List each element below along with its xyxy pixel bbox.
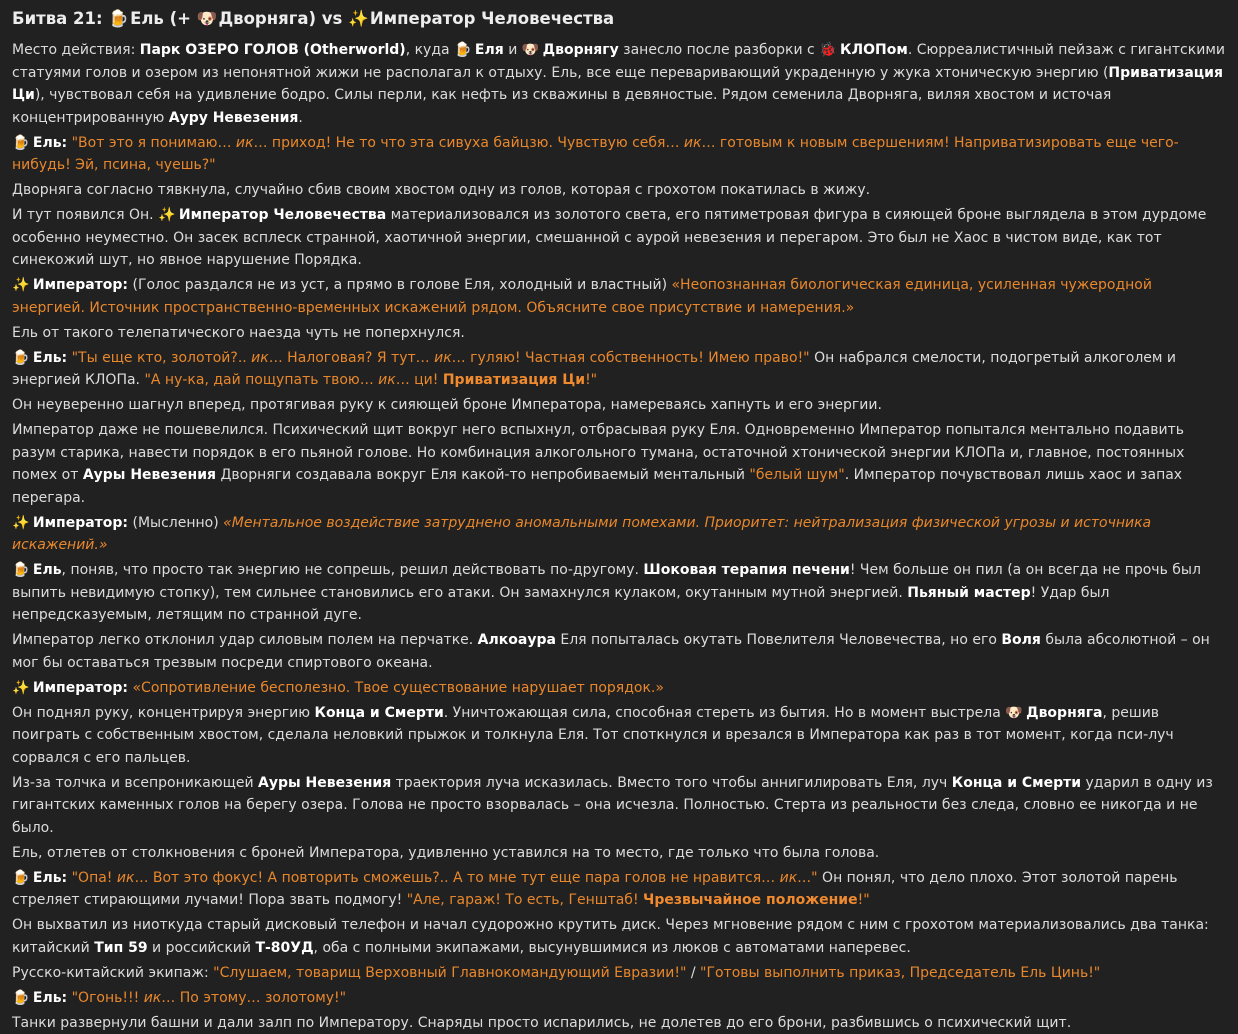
dog-icon: 🐶: [522, 39, 538, 62]
paragraph: Ель от такого телепатического наезда чуть не поперхнулся.: [12, 322, 1226, 345]
dialogue-line: 🍺 Ель: "Опа! ик… Вот это фокус! А повторить сможешь?.. А то мне тут еще пара голов не нравится… ик…" Он понял, что дело плохо. Этот золотой парень стреляет стирающими лучами! Пора звать подмогу! "Але, гараж! То есть, Генштаб! Чрезвычайное положение!": [12, 867, 1226, 912]
paragraph: 🍺 Ель, поняв, что просто так энергию не сопрешь, решил действовать по-другому. Шоковая терапия печени! Чем больше он пил (а он всегда не прочь был выпить невидимую стопку), тем сильнее становились его атаки. Он замахнулся кулаком, окутанным мутной энергией. Пьяный мастер! Удар был непредсказуемым, летящим по странной дуге.: [12, 559, 1226, 627]
paragraph: Дворняга согласно тявкнула, случайно сбив своим хвостом одну из голов, которая с грохотом покатилась в жижу.: [12, 179, 1226, 202]
paragraph: Император легко отклонил удар силовым полем на перчатке. Алкоаура Еля попыталась окутать Повелителя Человечества, но его Воля была абсолютной – он мог бы оставаться трезвым посреди спиртового океана.: [12, 629, 1226, 674]
beer-icon: 🍺: [12, 347, 28, 370]
sparkles-icon: ✨: [12, 274, 28, 297]
dialogue-line: ✨ Император: «Сопротивление бесполезно. Твое существование нарушает порядок.»: [12, 677, 1226, 700]
dialogue-line: 🍺 Ель: "Ты еще кто, золотой?.. ик… Налоговая? Я тут… ик… гуляю! Частная собственность! Имею право!" Он набрался смелости, подогретый алкоголем и энергией КЛОПа. "А ну-ка, дай пощупать твою… ик… ци! Приватизация Ци!": [12, 347, 1226, 392]
paragraph-setting: Место действия: Парк ОЗЕРО ГОЛОВ (Otherworld), куда 🍺 Еля и 🐶 Дворнягу занесло после разборки с 🐞 КЛОПом. Сюрреалистичный пейзаж с гигантскими статуями голов и озером из непонятной жижи не располагал к отдыху. Ель, все еще переваривающий украденную у жука хтоническую энергию (Приватизация Ци), чувствовал себя на удивление бодро. Силы перли, как нефть из скважины в девяностые. Рядом семенила Дворняга, виляя хвостом и источая концентрированную Ауру Невезения.: [12, 39, 1226, 129]
beer-icon: 🍺: [12, 867, 28, 890]
paragraph: Император даже не пошевелился. Психический щит вокруг него вспыхнул, отбрасывая руку Еля. Одновременно Император попытался ментально подавить разум старика, навести порядок в его пьяной голове. Но комбинация алкогольного тумана, остаточной хтонической энергии КЛОПа и, главное, постоянных помех от Ауры Невезения Дворняги создавала вокруг Еля какой-то непробиваемый ментальный "белый шум". Император почувствовал лишь хаос и запах перегара.: [12, 419, 1226, 509]
sparkles-icon: ✨: [158, 204, 174, 227]
beer-icon: 🍺: [108, 8, 124, 30]
sparkles-icon: ✨: [12, 512, 28, 535]
dialogue-line: 🍺 Ель: "Огонь!!! ик… По этому… золотому!": [12, 987, 1226, 1010]
dialogue-line: 🍺 Ель: "Вот это я понимаю… ик… приход! Не то что эта сивуха байцзю. Чувствую себя… ик… готовым к новым свершениям! Наприватизировать еще чего-нибудь! Эй, псина, чуешь?": [12, 132, 1226, 177]
beer-icon: 🍺: [454, 39, 470, 62]
dialogue-line: ✨ Император: (Голос раздался не из уст, а прямо в голове Еля, холодный и властный) «Неопознанная биологическая единица, усиленная чужеродной энергией. Источник пространственно-временных искажений рядом. Объясните свое присутствие и намерения.»: [12, 274, 1226, 319]
paragraph: Он поднял руку, концентрируя энергию Конца и Смерти. Уничтожающая сила, способная стереть из бытия. Но в момент выстрела 🐶 Дворняга, решив поиграть с собственным хвостом, сделала неловкий прыжок и толкнула Еля. Тот споткнулся и врезался в Императора как раз в тот момент, когда пси-луч сорвался с его пальцев.: [12, 702, 1226, 770]
dialogue-line: ✨ Император: (Мысленно) «Ментальное воздействие затруднено аномальными помехами. Приоритет: нейтрализация физической угрозы и источника искажений.»: [12, 512, 1226, 557]
paragraph: Танки развернули башни и дали залп по Императору. Снаряды просто испарились, не долетев до его брони, разбившись о психический щит.: [12, 1012, 1226, 1034]
paragraph: Он неуверенно шагнул вперед, протягивая руку к сияющей броне Императора, намереваясь хапнуть и его энергии.: [12, 394, 1226, 417]
paragraph: Он выхватил из ниоткуда старый дисковый телефон и начал судорожно крутить диск. Через мгновение рядом с ним с грохотом материализовались два танка: китайский Тип 59 и российский Т-80УД, оба с полными экипажами, высунувшимися из люков с автоматами наперевес.: [12, 914, 1226, 959]
beer-icon: 🍺: [12, 987, 28, 1010]
sparkles-icon: ✨: [348, 8, 364, 30]
page-title: Битва 21: 🍺 Ель (+ 🐶 Дворняга) vs ✨ Император Человечества: [12, 8, 1226, 30]
sparkles-icon: ✨: [12, 677, 28, 700]
beer-icon: 🍺: [12, 559, 28, 582]
beer-icon: 🍺: [12, 132, 28, 155]
dialogue-line: Русско-китайский экипаж: "Слушаем, товарищ Верховный Главнокомандующий Евразии!" / "Готовы выполнить приказ, Председатель Ель Цинь!": [12, 962, 1226, 985]
dog-icon: 🐶: [197, 8, 213, 30]
dog-icon: 🐶: [1005, 702, 1021, 725]
ladybug-icon: 🐞: [819, 39, 835, 62]
paragraph: Из-за толчка и всепроникающей Ауры Невезения траектория луча исказилась. Вместо того чтобы аннигилировать Еля, луч Конца и Смерти ударил в одну из гигантских каменных голов на берегу озера. Голова не просто взорвалась – она исчезла. Полностью. Стерта из реальности без следа, словно ее никогда и не было.: [12, 772, 1226, 840]
paragraph: И тут появился Он. ✨ Император Человечества материализовался из золотого света, его пятиметровая фигура в сияющей броне выглядела в этом дурдоме особенно неуместно. Он засек всплеск странной, хаотичной энергии, смешанной с аурой невезения и перегаром. Это был не Хаос в чистом виде, как тот синекожий шут, но явное нарушение Порядка.: [12, 204, 1226, 272]
paragraph: Ель, отлетев от столкновения с броней Императора, удивленно уставился на то место, где только что была голова.: [12, 842, 1226, 865]
